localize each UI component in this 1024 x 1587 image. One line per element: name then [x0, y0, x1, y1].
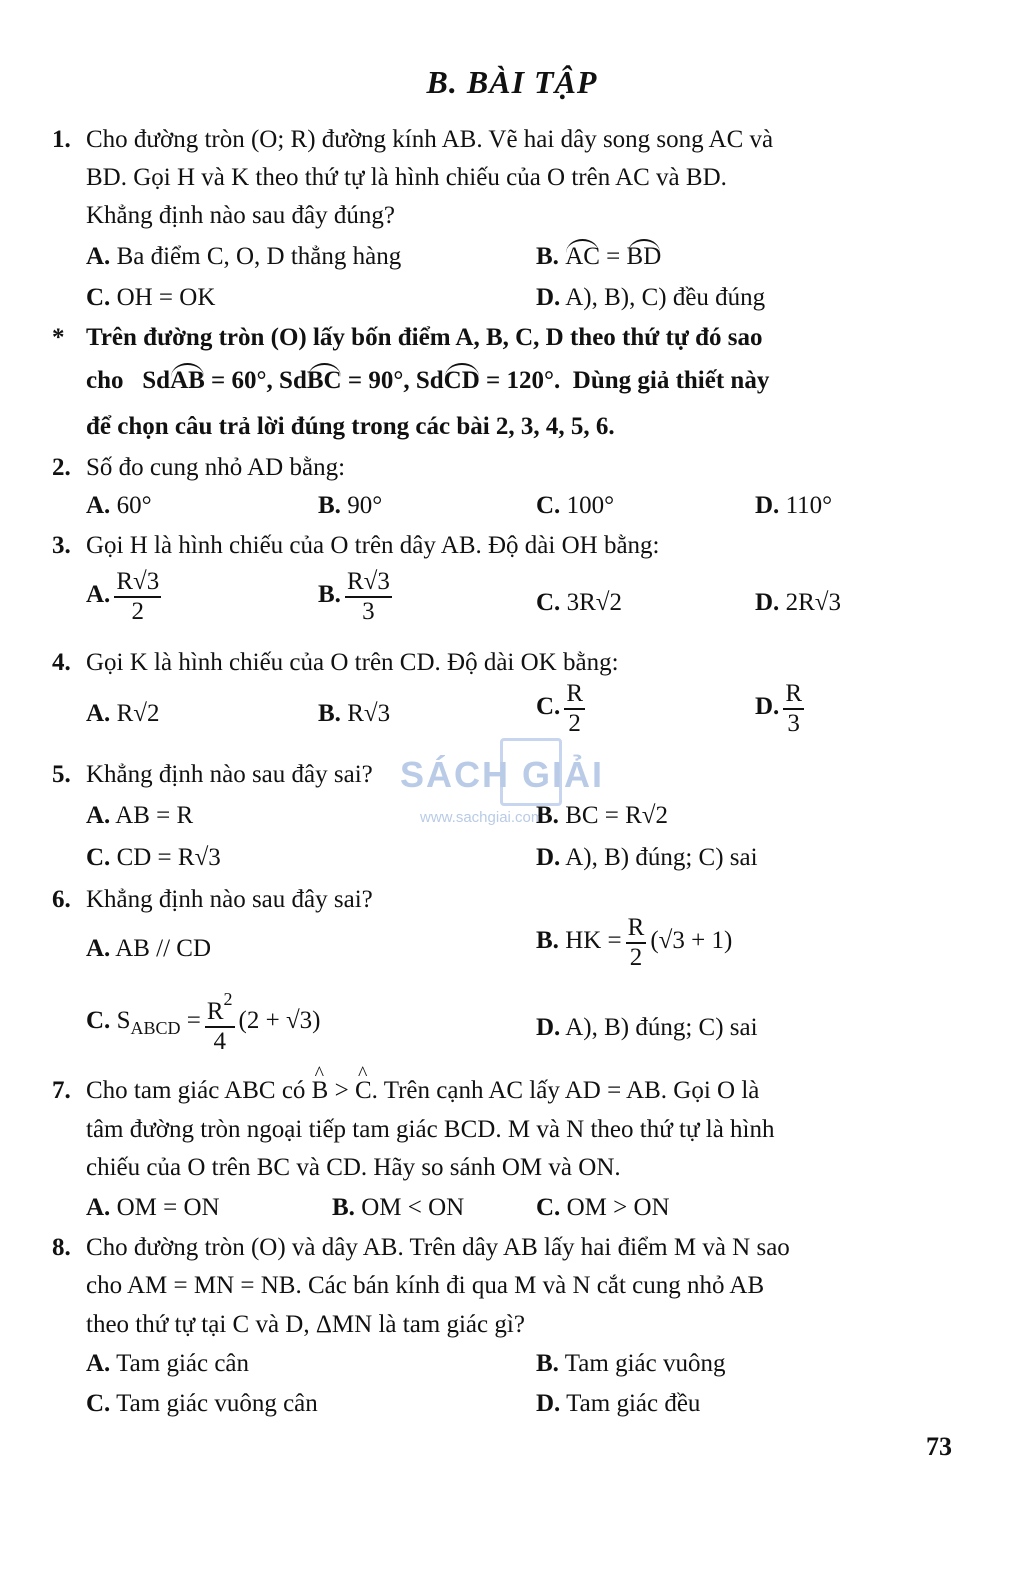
q8-line-1: Cho đường tròn (O) và dây AB. Trên dây AB lấy hai điểm M và N sao: [86, 1234, 790, 1261]
q7-line-1: Cho tam giác ABC có ^ B > ^ C. Trên cạnh AC lấy AD = AB. Gọi O là: [86, 1075, 759, 1108]
q3-option-a: A. $\frac{R√3}{2}$: [86, 568, 160, 625]
q6-number: 6.: [52, 886, 71, 913]
q2-number: 2.: [52, 454, 71, 481]
q4-number: 4.: [52, 649, 71, 676]
q4-option-c: C. $\frac{R}{2}$: [536, 680, 583, 737]
q1-line-2: BD. Gọi H và K theo thứ tự là hình chiếu của O trên AC và BD.: [86, 164, 727, 191]
q8-option-b: B. Tam giác vuông: [536, 1350, 726, 1377]
q6-text: Khẳng định nào sau đây sai?: [86, 886, 373, 913]
q7-option-b: B. OM < ON: [332, 1194, 465, 1221]
q3-option-d: D. 2R√3: [755, 589, 841, 616]
q3-option-c: C. 3R√2: [536, 589, 622, 616]
q7-number: 7.: [52, 1077, 71, 1104]
q5-option-b: B. BC = R√2: [536, 802, 669, 829]
q5-number: 5.: [52, 761, 71, 788]
q7-line-3: chiếu của O trên BC và CD. Hãy so sánh OM và ON.: [86, 1154, 621, 1181]
q5-option-c: C. CD = R√3: [86, 844, 221, 871]
section-heading: B. BÀI TẬP: [426, 64, 598, 100]
star-line-1: Trên đường tròn (O) lấy bốn điểm A, B, C, D theo thứ tự đó sao: [86, 324, 763, 351]
q2-option-b: B. 90°: [318, 492, 383, 519]
q7-option-c: C. OM > ON: [536, 1194, 670, 1221]
q4-option-a: A. R√2: [86, 700, 160, 727]
q8-line-3: theo thứ tự tại C và D, ΔMN là tam giác gì?: [86, 1311, 525, 1338]
q7-line-2: tâm đường tròn ngoại tiếp tam giác BCD. M và N theo thứ tự là hình: [86, 1116, 775, 1143]
q1-line-3: Khẳng định nào sau đây đúng?: [86, 202, 395, 229]
q3-option-b: B. $\frac{R√3}{3}$: [318, 568, 390, 625]
q1-option-d: D. A), B), C) đều đúng: [536, 284, 766, 311]
q5-option-a: A. AB = R: [86, 802, 194, 829]
q8-option-a: A. Tam giác cân: [86, 1350, 250, 1377]
q1-number: 1.: [52, 126, 71, 153]
q8-line-2: cho AM = MN = NB. Các bán kính đi qua M và N cắt cung nhỏ AB: [86, 1272, 765, 1299]
q2-option-c: C. 100°: [536, 492, 615, 519]
q2-option-a: A. 60°: [86, 492, 152, 519]
watermark-brand: SÁCH GIẢI: [400, 754, 605, 795]
q8-option-c: C. Tam giác vuông cân: [86, 1390, 318, 1417]
q5-text: Khẳng định nào sau đây sai?: [86, 761, 373, 788]
q8-option-d: D. Tam giác đều: [536, 1390, 701, 1417]
q4-text: Gọi K là hình chiếu của O trên CD. Độ dài OK bằng:: [86, 649, 619, 676]
q5-option-d: D. A), B) đúng; C) sai: [536, 844, 758, 871]
star-line-3: để chọn câu trả lời đúng trong các bài 2, 3, 4, 5, 6.: [86, 413, 615, 440]
q3-number: 3.: [52, 532, 71, 559]
q1-line-1: Cho đường tròn (O; R) đường kính AB. Vẽ hai dây song song AC và: [86, 126, 774, 153]
page-number: 73: [926, 1432, 952, 1461]
q2-text: Số đo cung nhỏ AD bằng:: [86, 454, 346, 481]
q6-option-d: D. A), B) đúng; C) sai: [536, 1014, 758, 1041]
q8-number: 8.: [52, 1234, 71, 1261]
q1-option-a: A. Ba điểm C, O, D thẳng hàng: [86, 243, 402, 270]
q7-option-a: A. OM = ON: [86, 1194, 220, 1221]
star-line-2: cho SdAB = 60°, SdBC = 90°, SdCD = 120°. Dùng giả thiết này: [86, 365, 769, 398]
q2-option-d: D. 110°: [755, 492, 833, 519]
q6-option-c: C. $S_{ABCD}$ = $\frac{R^2}{4}$ (2 + √3): [86, 989, 321, 1055]
q1-option-c: C. OH = OK: [86, 284, 216, 311]
q1-option-b: B. AC = BD: [536, 241, 661, 274]
star-mark: *: [52, 324, 65, 351]
q6-option-a: A. AB // CD: [86, 935, 212, 962]
q3-text: Gọi H là hình chiếu của O trên dây AB. Độ dài OH bằng:: [86, 532, 660, 559]
q4-option-d: D. $\frac{R}{3}$: [755, 680, 802, 737]
watermark-url: www.sachgiai.com: [420, 809, 544, 826]
q4-option-b: B. R√3: [318, 700, 391, 727]
q6-option-b: B. HK = $\frac{R}{2}$ (√3 + 1): [536, 914, 733, 971]
